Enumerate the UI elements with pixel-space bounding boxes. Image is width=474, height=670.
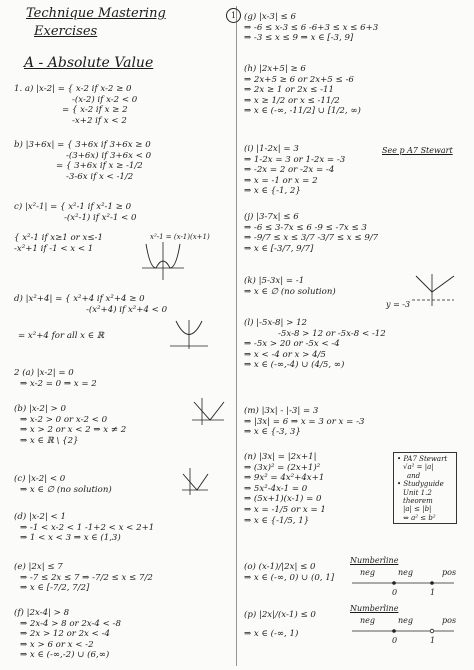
exercise-line: ⇒ 2x+5 ≥ 6 or 2x+5 ≤ -6	[244, 74, 354, 85]
exercise-line: -(x²+4) if x²+4 < 0	[86, 304, 168, 315]
exercise-line: ⇒ (3x)² = (2x+1)²	[244, 462, 321, 473]
theorem-note	[397, 455, 447, 522]
numberline-p	[350, 626, 456, 636]
exercise-line: ⇒ -6 ≤ x-3 ≤ 6 -6+3 ≤ x ≤ 6+3	[244, 22, 379, 33]
exercise-line: (k) |5-3x| = -1	[244, 276, 305, 286]
exercise-line: ⇒ 1-2x = 3 or 1-2x = -3	[244, 154, 346, 165]
exercise-p	[244, 610, 316, 639]
exercise-line: ⇒ -1 < x-2 < 1 -1+2 < x < 2+1	[20, 522, 155, 533]
exercise-line: ⇒ x ∈ (-∞, 0) ∪ (0, 1]	[244, 572, 335, 583]
exercise-l	[244, 318, 386, 371]
exercise-line: (h) |2x+5| ≥ 6	[244, 64, 306, 74]
exercise-line: ⇒ -3 ≤ x ≤ 9 ⇒ x ∈ [-3, 9]	[244, 33, 354, 44]
exercise-line: -x+2 if x < 2	[72, 115, 127, 126]
exercise-line: (o) (x-1)/|2x| ≤ 0	[244, 562, 316, 572]
exercise-line: ⇒ x ≥ 1/2 or x ≤ -11/2	[244, 95, 340, 106]
exercise-line: ⇒ x ∈ (-∞, 1)	[244, 628, 299, 639]
note-line: theorem	[403, 497, 433, 506]
exercise-line: ⇒ |3x| = 6 ⇒ x = 3 or x = -3	[244, 416, 365, 427]
exercise-line: ⇒ x ∈ {-1, 2}	[244, 186, 301, 197]
exercise-line: -(x²-1) if x²-1 < 0	[64, 212, 137, 223]
note-line: √a² = |a|	[403, 463, 434, 472]
exercise-line: ⇒ x ∈ {-1/5, 1}	[244, 515, 310, 526]
exercise-k	[244, 276, 336, 297]
exercise-line: ⇒ x ∈ (-∞, -11/2] ∪ [1/2, ∞)	[244, 106, 361, 117]
upward-parabola-sketch	[168, 318, 210, 350]
exercise-line: = x²+4 for all x ∈ ℝ	[18, 331, 104, 342]
exercise-line: ⇒ x ∈ ∅ (no solution)	[244, 286, 336, 297]
exercise-line: ⇒ (5x+1)(x-1) = 0	[244, 494, 322, 505]
numberline-p-sign-3: pos	[442, 616, 457, 625]
exercise-2b	[14, 404, 126, 446]
exercise-line: ⇒ x > 6 or x < -2	[20, 639, 94, 650]
parabola-sketch	[140, 240, 186, 282]
exercise-i	[244, 144, 345, 197]
exercise-line: ⇒ x ∈ {-3, 3}	[244, 427, 301, 438]
exercise-line: (n) |3x| = |2x+1|	[244, 452, 317, 462]
no-solution-graph-sketch	[410, 272, 458, 308]
exercise-line: ⇒ x > 2 or x < 2 ⇒ x ≠ 2	[20, 425, 127, 436]
page-subtitle: Exercises	[34, 24, 98, 39]
numberline-p-title: Numberline	[350, 604, 399, 613]
exercise-2e	[14, 562, 153, 594]
exercise-line: (c) |x-2| < 0	[14, 474, 66, 484]
exercise-line: ⇒ 5x²-4x-1 = 0	[244, 483, 308, 494]
exercise-line: (j) |3-7x| ≤ 6	[244, 212, 299, 222]
v-graph-sketch	[190, 396, 226, 426]
exercise-line: -3-6x if x < -1/2	[66, 171, 134, 182]
numberline-p-sign-1: neg	[360, 616, 376, 625]
note-line: • Studyguide	[397, 480, 444, 489]
exercise-n	[244, 452, 326, 526]
exercise-line: -x²+1 if -1 < x < 1	[14, 243, 94, 254]
exercise-line: (b) |x-2| > 0	[14, 404, 66, 414]
numberline-o-title: Numberline	[350, 556, 399, 565]
exercise-line: (f) |2x-4| > 8	[14, 608, 70, 618]
exercise-line: ⇒ 1 < x < 3 ⇒ x ∈ (1,3)	[20, 533, 121, 544]
numberline-o-tick-0: 0	[392, 588, 398, 597]
exercise-line: -5x-8 > 12 or -5x-8 < -12	[278, 328, 386, 339]
exercise-line: ⇒ -7 ≤ 2x ≤ 7 ⇒ -7/2 ≤ x ≤ 7/2	[20, 572, 153, 583]
exercise-line: ⇒ 2x-4 > 8 or 2x-4 < -8	[20, 618, 121, 629]
exercise-line: ⇒ -5x > 20 or -5x < -4	[244, 339, 340, 350]
numberline-p-tick-0: 0	[392, 636, 398, 645]
factorisation-note: x²-1 = (x-1)(x+1)	[150, 233, 210, 241]
numberline-p-sign-2: neg	[398, 616, 414, 625]
exercise-line: ⇒ x ∈ (-∞,-2) ∪ (6,∞)	[20, 650, 110, 661]
exercise-line: ⇒ x ∈ ℝ \ {2}	[20, 435, 79, 446]
note-line: and	[407, 471, 421, 480]
exercise-j	[244, 212, 378, 254]
page-number-circle: 1	[226, 8, 241, 23]
exercise-line: -(x-2) if x-2 < 0	[72, 94, 138, 105]
exercise-1d	[14, 294, 167, 342]
exercise-line: ⇒ x ∈ [-7/2, 7/2]	[20, 583, 90, 594]
exercise-line: ⇒ x ∈ (-∞,-4) ∪ (4/5, ∞)	[244, 360, 345, 371]
exercise-1c	[14, 202, 136, 254]
exercise-o	[244, 562, 334, 583]
exercise-2d	[14, 512, 154, 544]
numberline-p-tick-1: 1	[430, 636, 436, 645]
exercise-line: ⇒ x = -1/5 or x = 1	[244, 504, 326, 515]
exercise-g	[244, 12, 378, 44]
exercise-line: ⇒ x-2 = 0 ⇒ x = 2	[20, 378, 97, 389]
exercise-line: ⇒ 2x ≥ 1 or 2x ≤ -11	[244, 85, 334, 96]
section-heading: A - Absolute Value	[24, 55, 154, 71]
exercise-line: c) |x²-1| = { x²-1 if x²-1 ≥ 0	[14, 202, 132, 212]
exercise-line: ⇒ 9x² = 4x²+4x+1	[244, 473, 325, 484]
exercise-line: (i) |1-2x| = 3	[244, 144, 299, 154]
exercise-line: b) |3+6x| = { 3+6x if 3+6x ≥ 0	[14, 140, 151, 150]
exercise-line: = { x-2 if x ≥ 2	[62, 105, 128, 116]
exercise-line: (g) |x-3| ≤ 6	[244, 12, 296, 22]
exercise-1b	[14, 140, 151, 182]
exercise-line: (d) |x-2| < 1	[14, 512, 66, 522]
exercise-line: ⇒ -9/7 ≤ x ≤ 3/7 -3/7 ≤ x ≤ 9/7	[244, 233, 379, 244]
exercise-line: 2 (a) |x-2| = 0	[14, 368, 74, 378]
exercise-line: (p) |2x|/(x-1) ≤ 0	[244, 610, 316, 620]
exercise-line: { x²-1 if x≥1 or x≤-1	[14, 233, 103, 244]
page-title: Technique Mastering	[26, 6, 166, 21]
exercise-line: (e) |2x| ≤ 7	[14, 562, 63, 572]
exercise-line: (l) |-5x-8| > 12	[244, 318, 308, 328]
exercise-line: ⇒ x ∈ ∅ (no solution)	[20, 484, 112, 495]
exercise-line: = { 3+6x if x ≥ -1/2	[56, 161, 143, 172]
exercise-line: ⇒ x ∈ [-3/7, 9/7]	[244, 243, 314, 254]
exercise-line: -(3+6x) if 3+6x < 0	[66, 150, 152, 161]
exercise-line: ⇒ 2x > 12 or 2x < -4	[20, 629, 110, 640]
exercise-2f	[14, 608, 121, 661]
exercise-line: 1. a) |x-2| = { x-2 if x-2 ≥ 0	[14, 84, 132, 94]
horizontal-line-label: y = -3	[386, 300, 411, 309]
exercise-line: ⇒ x-2 > 0 or x-2 < 0	[20, 414, 108, 425]
note-line: Unit 1.2	[403, 488, 432, 497]
exercise-line: ⇒ -2x = 2 or -2x = -4	[244, 165, 335, 176]
numberline-o-sign-3: pos	[442, 568, 457, 577]
theorem-note-box	[393, 452, 457, 524]
v-graph-sketch-2	[180, 466, 210, 496]
exercise-line: ⇒ x < -4 or x > 4/5	[244, 349, 326, 360]
exercise-line: ⇒ x = -1 or x = 2	[244, 175, 318, 186]
exercise-1a	[14, 84, 137, 126]
column-divider	[236, 6, 237, 666]
numberline-o-tick-1: 1	[430, 588, 436, 597]
exercise-m	[244, 406, 364, 438]
numberline-o-sign-2: neg	[398, 568, 414, 577]
exercise-line: ⇒ -6 ≤ 3-7x ≤ 6 -9 ≤ -7x ≤ 3	[244, 222, 367, 233]
numberline-o	[350, 578, 456, 588]
note-line: |a| ≤ |b|	[403, 505, 432, 514]
exercise-line: (m) |3x| - |-3| = 3	[244, 406, 319, 416]
numberline-o-sign-1: neg	[360, 568, 376, 577]
exercise-2a	[14, 368, 97, 389]
exercise-2c	[14, 474, 112, 495]
note-line: • PA7 Stewart	[397, 455, 448, 463]
stewart-reference-note: See p A7 Stewart	[382, 146, 453, 155]
note-line: ⇔ a² ≤ b²	[403, 513, 436, 522]
exercise-line: d) |x²+4| = { x²+4 if x²+4 ≥ 0	[14, 294, 145, 304]
exercise-h	[244, 64, 361, 117]
